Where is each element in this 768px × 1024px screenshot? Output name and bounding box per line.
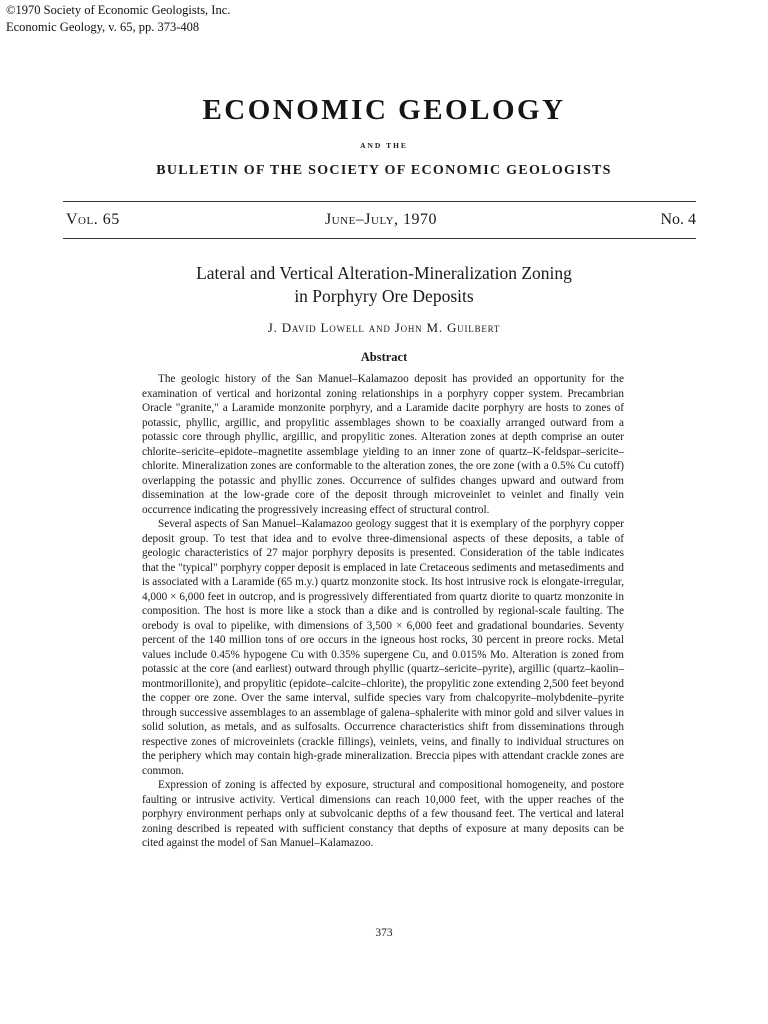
abstract-paragraph: Expression of zoning is affected by exposure, structural and compositional homogeneity, and postore faulting or intrusive activity. Vertical dimensions can reach 10,000 feet, with the upper reaches of the porphyry environment perhaps only at subvolcanic depths of a few thousand feet. The vertical and lateral zoning described is repeated with sufficient constancy that depths of exposure at many deposits can be cited against the model of San Manuel–Kalamazoo. xyxy=(142,779,624,849)
abstract-heading: Abstract xyxy=(360,350,408,364)
issue-number: No. 4 xyxy=(660,211,696,228)
article-title-line: Lateral and Vertical Alteration-Mineralization Zoning xyxy=(196,263,572,283)
article-authors: J. David Lowell and John M. Guilbert xyxy=(267,320,501,335)
journal-title: ECONOMIC GEOLOGY xyxy=(202,94,566,126)
abstract-paragraph: The geologic history of the San Manuel–Kalamazoo deposit has provided an opportunity for the examination of vertical and horizontal zoning relationships in a porphyry copper system. Precambrian Oracle "granite," a Laramide monzonite porphyry, and a Laramide dacite porphyry are hosts to zones of potassic, phyllic, argillic, and propylitic assemblages shown to be coaxially arranged outward from a potassic core through phyllic, argillic, and propylitic zones. Alteration zones at depth comprise an outer chlorite–sericite–epidote–magnetite assemblage yielding to an inner zone of quartz–K-feldspar–sericite–chlorite. Mineralization zones are conformable to the alteration zones, the ore zone (with a 0.5% Cu cutoff) overlapping the potassic and phyllic zones. Occurrence of sulfides changes upward and outward from dissemination at the low-grade core of the deposit through microveinlet to veinlet and finally vein occurrence indicating the progressively increasing effect of structural control. xyxy=(142,373,624,516)
abstract-body xyxy=(142,372,624,851)
article-title-line: in Porphyry Ore Deposits xyxy=(294,286,474,306)
page-number: 373 xyxy=(375,927,393,939)
copyright-notice xyxy=(6,2,230,36)
top-rule-divider xyxy=(63,201,696,202)
volume-label: Vol. 65 xyxy=(66,211,120,228)
bottom-rule-divider xyxy=(63,238,696,239)
article-title xyxy=(0,262,768,308)
masthead-and-the: AND THE xyxy=(360,141,408,150)
issue-date: June–July, 1970 xyxy=(324,211,438,228)
copyright-line: ©1970 Society of Economic Geologists, Inc. xyxy=(6,3,231,17)
abstract-paragraph: Several aspects of San Manuel–Kalamazoo geology suggest that it is exemplary of the porphyry copper deposit group. To test that idea and to evolve three-dimensional aspects of these deposits, a table of geologic characteristics of 27 major porphyry deposits is presented. Consideration of the table indicates that the "typical" porphyry copper deposit is emplaced in late Cretaceous sediments and metasediments and is associated with a Laramide (65 m.y.) quartz monzonite stock. Its host intrusive rock is elongate-irregular, 4,000 × 6,000 feet in outcrop, and is progressively differentiated from quartz diorite to quartz monzonite in composition. The host is more like a stock than a dike and is controlled by regional-scale faulting. The orebody is oval to pipelike, with dimensions of 3,500 × 6,000 feet and gradational boundaries. Seventy percent of the 140 million tons of ore occurs in the igneous host rocks, 30 percent in preore rocks. Metal values include 0.45% hypogene Cu with 0.35% supergene Cu, and 0.015% Mo. Alteration is zoned from potassic at the core (and earliest) outward through phyllic (quartz–sericite–pyrite), argillic (quartz–kaolin–montmorillonite), and propylitic (epidote–calcite–chlorite), the propylitic zone extending 2,500 feet beyond the copper ore zone. Over the same interval, sulfide species vary from chalcopyrite–molybdenite–pyrite through successive assemblages to an assemblage of galena–sphalerite with minor gold and silver values in solid solution, as metals, and as sulfosalts. Occurrence characteristics shift from disseminations through respective zones of microveinlets (crackle fillings), veinlets, veins, and finally to individual structures on the periphery which may contain high-grade mineralization. Breccia pipes with attendant crackle zones are common. xyxy=(142,518,624,777)
bulletin-title: BULLETIN OF THE SOCIETY OF ECONOMIC GEOLOGISTS xyxy=(156,163,612,178)
citation-line: Economic Geology, v. 65, pp. 373-408 xyxy=(6,20,200,34)
